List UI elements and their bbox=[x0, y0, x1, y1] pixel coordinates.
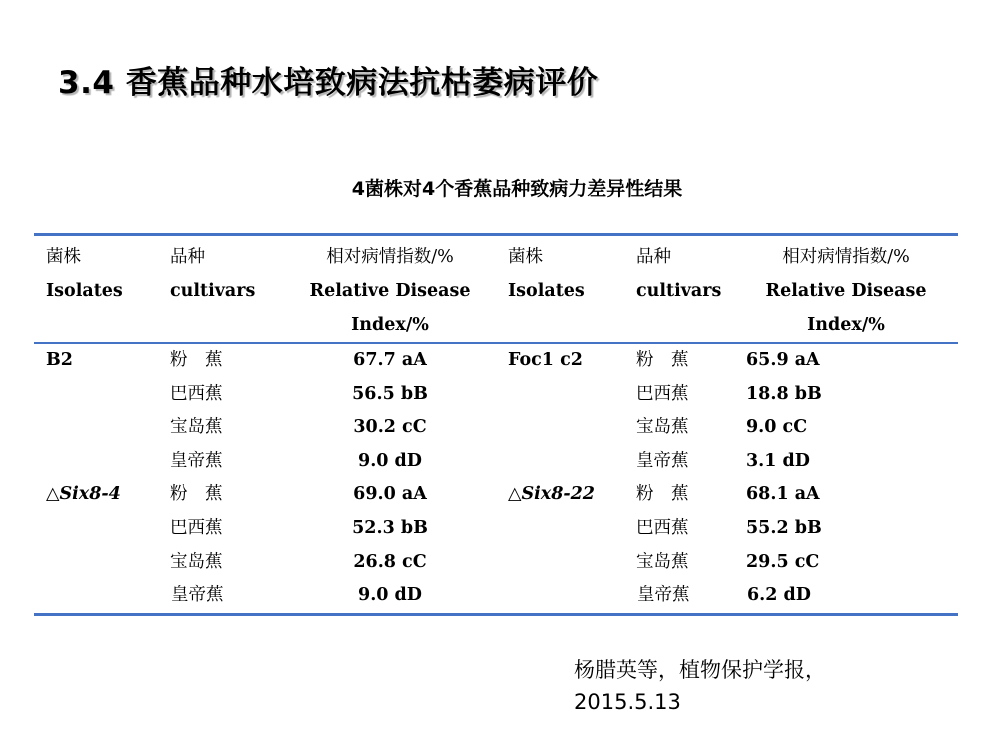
table-body bbox=[34, 343, 958, 614]
rdi-value-cell: 29.5 cC bbox=[746, 551, 820, 572]
citation bbox=[574, 654, 826, 718]
cultivar-cell: 皇帝蕉 bbox=[624, 579, 734, 614]
isolate-cell bbox=[34, 378, 158, 412]
rdi-value-cell: 56.5 bB bbox=[352, 383, 428, 404]
cultivar-cell: 巴西蕉 bbox=[170, 383, 223, 404]
cultivar-cell: 粉 蕉 bbox=[636, 350, 689, 370]
isolate-cell bbox=[496, 445, 624, 479]
table-row bbox=[34, 546, 958, 580]
header-cultivars-cn-right: 品种 bbox=[624, 235, 734, 275]
results-table bbox=[34, 233, 958, 616]
header-rdi-en-right: Relative Disease bbox=[765, 281, 927, 301]
isolate-cell bbox=[34, 478, 158, 512]
rdi-value-cell: 55.2 bB bbox=[746, 517, 822, 538]
delta-prefix: △ bbox=[46, 484, 60, 505]
header-row-cn bbox=[34, 235, 958, 275]
isolate-cell bbox=[496, 411, 624, 445]
header-rdi-cn-left: 相对病情指数/% bbox=[284, 235, 496, 275]
rdi-value-cell: 9.0 dD bbox=[284, 579, 496, 614]
table-row bbox=[34, 579, 958, 614]
rdi-value-cell: 68.1 aA bbox=[746, 484, 820, 505]
cultivar-cell: 宝岛蕉 bbox=[636, 551, 689, 572]
isolate-cell: B2 bbox=[46, 350, 73, 370]
cultivar-cell: 巴西蕉 bbox=[636, 383, 689, 404]
table-row bbox=[34, 411, 958, 445]
rdi-value-cell: 67.7 aA bbox=[353, 350, 427, 370]
header-isolates-cn-right: 菌株 bbox=[496, 235, 624, 275]
cultivar-cell: 粉 蕉 bbox=[636, 484, 689, 505]
header-rdi-en2-right: Index/% bbox=[734, 308, 958, 343]
isolate-cell: Foc1 c2 bbox=[508, 350, 583, 370]
cultivar-cell: 宝岛蕉 bbox=[170, 417, 223, 438]
isolate-cell bbox=[496, 512, 624, 546]
cultivar-cell: 宝岛蕉 bbox=[636, 417, 689, 438]
cultivar-cell: 粉 蕉 bbox=[170, 350, 223, 370]
table-row bbox=[34, 512, 958, 546]
header-blank bbox=[34, 308, 158, 343]
table-row bbox=[34, 343, 958, 378]
table-row bbox=[34, 445, 958, 479]
rdi-value-cell: 26.8 cC bbox=[353, 551, 427, 572]
rdi-value-cell: 69.0 aA bbox=[353, 484, 427, 505]
rdi-value-cell: 52.3 bB bbox=[352, 517, 428, 538]
header-isolates-cn-left: 菌株 bbox=[34, 235, 158, 275]
header-rdi-en2-left: Index/% bbox=[284, 308, 496, 343]
table-header bbox=[34, 235, 958, 344]
header-cultivars-en-right: cultivars bbox=[636, 281, 722, 301]
isolate-cell bbox=[34, 512, 158, 546]
rdi-value-cell: 9.0 dD bbox=[358, 450, 422, 471]
rdi-value-cell: 3.1 dD bbox=[746, 450, 810, 471]
header-blank bbox=[624, 308, 734, 343]
cultivar-cell: 宝岛蕉 bbox=[170, 551, 223, 572]
header-rdi-cn-right: 相对病情指数/% bbox=[734, 235, 958, 275]
cultivar-cell: 巴西蕉 bbox=[636, 517, 689, 538]
rdi-value-cell: 9.0 cC bbox=[746, 417, 808, 438]
isolate-cell bbox=[34, 445, 158, 479]
isolate-cell bbox=[496, 478, 624, 512]
isolate-name: Six8-22 bbox=[521, 484, 595, 505]
header-blank bbox=[496, 308, 624, 343]
cultivar-cell: 巴西蕉 bbox=[170, 517, 223, 538]
header-isolates-en-left: Isolates bbox=[46, 281, 123, 301]
isolate-cell bbox=[496, 579, 624, 614]
table-row bbox=[34, 478, 958, 512]
isolate-cell bbox=[34, 411, 158, 445]
slide-title: 3.4 香蕉品种水培致病法抗枯萎病评价 bbox=[58, 65, 599, 101]
citation-date: 2015.5.13 bbox=[574, 690, 681, 714]
isolate-cell bbox=[34, 579, 158, 614]
header-blank bbox=[158, 308, 284, 343]
rdi-value-cell: 30.2 cC bbox=[353, 417, 427, 438]
citation-authors: 杨腊英等，植物保护学报， bbox=[574, 658, 826, 682]
rdi-value-cell: 65.9 aA bbox=[746, 350, 820, 370]
table-caption: 4菌株对4个香蕉品种致病力差异性结果 bbox=[351, 178, 683, 200]
cultivar-cell: 粉 蕉 bbox=[170, 484, 223, 505]
header-row-en2 bbox=[34, 308, 958, 343]
header-rdi-en-left: Relative Disease bbox=[309, 281, 471, 301]
cultivar-cell: 皇帝蕉 bbox=[170, 450, 223, 471]
isolate-cell bbox=[496, 546, 624, 580]
isolate-cell bbox=[34, 546, 158, 580]
isolate-cell bbox=[496, 378, 624, 412]
header-isolates-en-right: Isolates bbox=[508, 281, 585, 301]
header-cultivars-en-left: cultivars bbox=[170, 281, 256, 301]
cultivar-cell: 皇帝蕉 bbox=[636, 450, 689, 471]
cultivar-cell: 皇帝蕉 bbox=[158, 579, 284, 614]
rdi-value-cell: 6.2 dD bbox=[734, 579, 958, 614]
header-cultivars-cn-left: 品种 bbox=[158, 235, 284, 275]
table-row bbox=[34, 378, 958, 412]
rdi-value-cell: 18.8 bB bbox=[746, 383, 822, 404]
header-row-en bbox=[34, 274, 958, 308]
delta-prefix: △ bbox=[508, 484, 522, 505]
isolate-name: Six8-4 bbox=[59, 484, 121, 505]
